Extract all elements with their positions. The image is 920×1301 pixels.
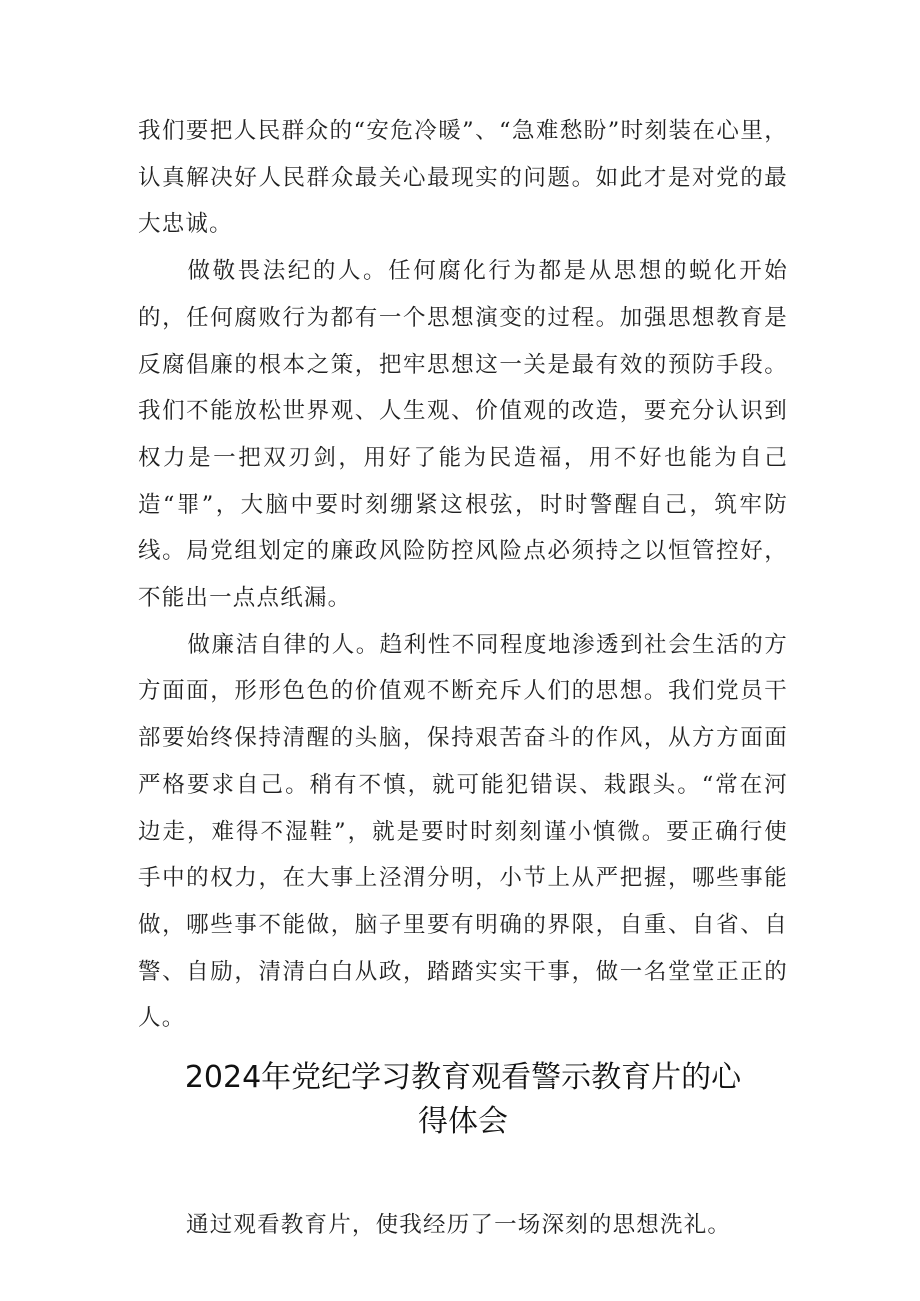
paragraph-discipline: 做敬畏法纪的人。任何腐化行为都是从思想的蜕化开始的，任何腐败行为都有一个思想演变的过程。加强思想教育是反腐倡廉的根本之策，把牢思想这一关是最有效的预防手段。我们不能放松世界观、人生观、价值观的改造，要充分认识到权力是一把双刃剑，用好了能为民造福，用不好也能为自己造“罪”，大脑中要时刻绷紧这根弦，时时警醒自己，筑牢防线。局党组划定的廉政风险防控风险点必须持之以恒管控好，不能出一点点纸漏。 — [138, 258, 788, 612]
article-title-line-1: 2024年党纪学习教育观看警示教育片的心 — [184, 1060, 742, 1096]
article-lead-paragraph: 通过观看教育片，使我经历了一场深刻的思想洗礼。 — [186, 1212, 732, 1239]
paragraph-integrity: 做廉洁自律的人。趋利性不同程度地渗透到社会生活的方方面面，形形色色的价值观不断充斥人们的思想。我们党员干部要始终保持清醒的头脑，保持艰苦奋斗的作风，从方方面面严格要求自己。稍有不慎，就可能犯错误、栽跟头。“常在河边走，难得不湿鞋”，就是要时时刻刻谨小慎微。要正确行使手中的权力，在大事上泾渭分明，小节上从严把握，哪些事能做，哪些事不能做，脑子里要有明确的界限，自重、自省、自警、自励，清清白白从政，踏踏实实干事，做一名堂堂正正的人。 — [138, 631, 788, 1032]
document-body — [138, 108, 788, 1271]
article-title-line-2: 得体会 — [418, 1104, 508, 1140]
paragraph-continued: 我们要把人民群众的“安危冷暖”、“急难愁盼”时刻装在心里，认真解决好人民群众最关心最现实的问题。如此才是对党的最大忠诚。 — [138, 118, 788, 238]
article-title — [110, 1056, 816, 1144]
